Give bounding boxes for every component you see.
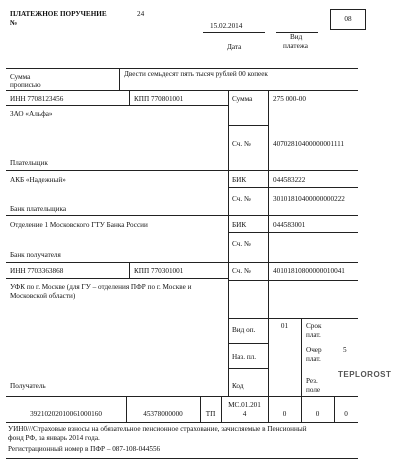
amount-words-caption: Сумма <box>10 73 31 81</box>
sum-value: 275 000-00 <box>273 95 306 103</box>
payee-bank-caption: Банк получателя <box>10 251 61 259</box>
form-number-sign: № <box>10 19 18 27</box>
payee-bank-acc-label: Сч. № <box>232 240 251 248</box>
ocher-pl-value: 5 <box>343 346 347 354</box>
tax-kbk: 39210202010061000160 <box>30 410 102 418</box>
tax-payment-type: 0 <box>344 410 348 418</box>
payee-bik-label: БИК <box>232 221 247 229</box>
sum-label: Сумма <box>232 95 253 103</box>
payer-bik-value: 044583222 <box>273 176 306 184</box>
amount-words-caption-2: прописью <box>10 81 41 89</box>
order-number: 24 <box>137 10 145 18</box>
payee-bik-value: 044583001 <box>273 221 306 229</box>
payee-account-label: Сч. № <box>232 267 251 275</box>
form-title: ПЛАТЕЖНОЕ ПОРУЧЕНИЕ <box>10 10 107 18</box>
purpose-line-2: фонд РФ, за январь 2014 года. <box>8 434 100 442</box>
payee-account-value: 40101810800000010041 <box>273 267 345 275</box>
payer-inn: ИНН 7708123456 <box>10 95 64 103</box>
payment-kind-caption-2: платежа <box>283 42 308 50</box>
status-code: 08 <box>344 15 352 23</box>
payer-account-value: 40702810400000001111 <box>273 140 345 148</box>
tax-doc-date: 0 <box>315 410 320 418</box>
payee-inn: ИНН 7703363868 <box>10 267 64 275</box>
tax-period: МС.01.201 <box>228 401 261 409</box>
ocher-pl-label-2: плат. <box>306 355 321 363</box>
naz-pl-label: Наз. пл. <box>232 353 257 361</box>
payee-kpp: КПП 770301001 <box>134 267 184 275</box>
date-caption: Дата <box>227 43 242 51</box>
payer-corr-value: 30101810400000000222 <box>273 195 345 203</box>
payer-account-label: Сч. № <box>232 140 251 148</box>
tax-period-2: 4 <box>242 410 247 418</box>
payer-corr-label: Сч. № <box>232 195 251 203</box>
kod-label: Код <box>232 382 244 390</box>
payee-bank-name: Отделение 1 Московского ГТУ Банка России <box>10 221 148 229</box>
tax-basis: ТП <box>205 410 216 418</box>
tax-oktmo: 45378000000 <box>143 410 183 418</box>
payer-kpp: КПП 770801001 <box>134 95 184 103</box>
watermark: TEPLOROST <box>338 370 392 379</box>
vid-op-label: Вид оп. <box>232 326 256 334</box>
amount-in-words: Двести семьдесят пять тысяч рублей 00 копеек <box>124 70 268 78</box>
purpose-line-3: Регистрационный номер в ПФР – 087-108-044556 <box>8 445 161 453</box>
tax-doc-number: 0 <box>282 410 287 418</box>
payer-name: ЗАО «Альфа» <box>10 110 53 118</box>
payer-caption: Плательщик <box>10 159 48 167</box>
ocher-pl-label: Очер <box>306 346 322 354</box>
purpose-line-1: УИН0///Страховые взносы на обязательное пенсионное страхование, зачисляемые в Пенсионный <box>8 425 307 433</box>
payment-kind-caption: Вид <box>290 33 303 41</box>
payer-bank-name: АКБ «Надежный» <box>10 176 66 184</box>
payee-caption: Получатель <box>10 382 46 390</box>
payer-bik-label: БИК <box>232 176 247 184</box>
srok-pl-label: Срок <box>306 322 322 330</box>
rez-pole-label: Рез. <box>306 377 318 385</box>
payee-name: УФК по г. Москве (для ГУ – отделения ПФР по г. Москве и Московской области) <box>10 283 192 300</box>
vid-op-value: 01 <box>280 322 289 330</box>
order-date: 15.02.2014 <box>210 22 243 30</box>
payer-bank-caption: Банк плательщика <box>10 205 67 213</box>
srok-pl-label-2: плат. <box>306 331 321 339</box>
rez-pole-label-2: поле <box>306 386 321 394</box>
